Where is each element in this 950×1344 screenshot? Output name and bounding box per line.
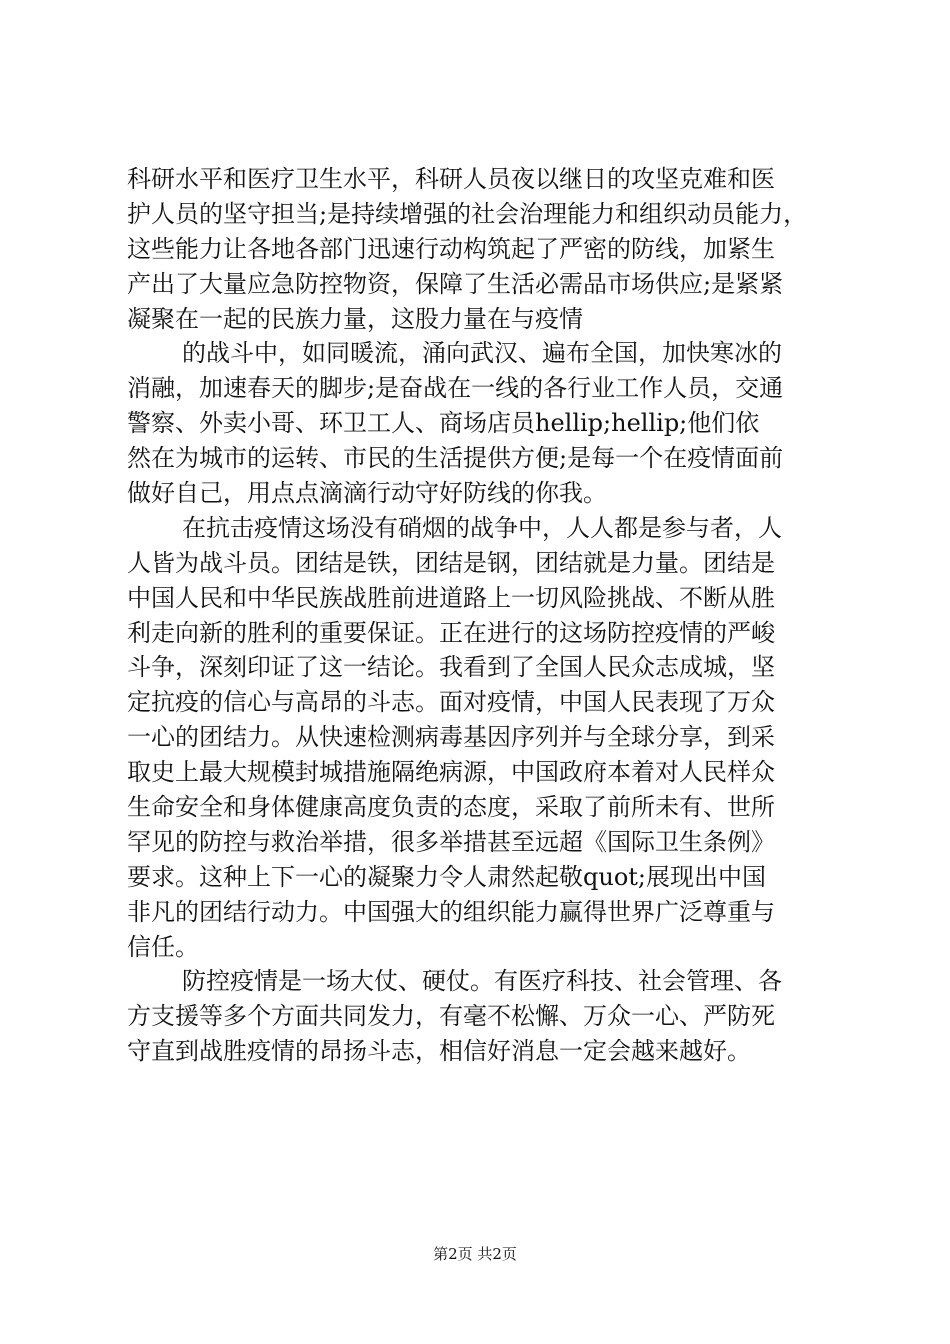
paragraph-start-line: 在抗击疫情这场没有硝烟的战争中，人人都是参与者，人 xyxy=(182,513,782,542)
text-line: 取史上最大规模封城措施隔绝病源，中国政府本着对人民样众 xyxy=(127,758,775,787)
text-line: 守直到战胜疫情的昂扬斗志，相信好消息一定会越来越好。 xyxy=(127,1037,751,1066)
text-line: 中国人民和中华民族战胜前进道路上一切风险挑战、不断从胜 xyxy=(127,583,775,612)
text-line: 信任。 xyxy=(127,932,199,961)
page-number-footer: 第2页 共2页 xyxy=(433,1245,517,1263)
paragraph-start-line: 防控疫情是一场大仗、硬仗。有医疗科技、社会管理、各 xyxy=(182,967,782,996)
text-line: 定抗疫的信心与高昂的斗志。面对疫情，中国人民表现了万众 xyxy=(127,688,775,717)
text-line: 凝聚在一起的民族力量，这股力量在与疫情 xyxy=(127,304,583,333)
text-line: 消融，加速春天的脚步;是奋战在一线的各行业工作人员，交通 xyxy=(127,374,784,403)
text-line: 罕见的防控与救治举措，很多举措甚至远超《国际卫生条例》 xyxy=(127,827,775,856)
text-line: 这些能力让各地各部门迅速行动构筑起了严密的防线，加紧生 xyxy=(127,234,775,263)
text-line: 人皆为战斗员。团结是铁，团结是钢，团结就是力量。团结是 xyxy=(127,548,775,577)
text-line: 然在为城市的运转、市民的生活提供方便;是每一个在疫情面前 xyxy=(127,444,784,473)
text-line: 斗争，深刻印证了这一结论。我看到了全国人民众志成城，坚 xyxy=(127,653,775,682)
text-line: 非凡的团结行动力。中国强大的组织能力赢得世界广泛尊重与 xyxy=(127,897,775,926)
text-line: 科研水平和医疗卫生水平，科研人员夜以继日的攻坚克难和医 xyxy=(127,165,775,193)
text-line: 产出了大量应急防控物资，保障了生活必需品市场供应;是紧紧 xyxy=(127,269,784,298)
text-line: 警察、外卖小哥、环卫工人、商场店员hellip;hellip;他们依 xyxy=(127,409,760,438)
body-text xyxy=(127,162,839,1069)
text-line: 一心的团结力。从快速检测病毒基因序列并与全球分享，到采 xyxy=(127,723,775,752)
text-line: 方支援等多个方面共同发力，有毫不松懈、万众一心、严防死 xyxy=(127,1002,775,1031)
text-line: 生命安全和身体健康高度负责的态度，采取了前所未有、世所 xyxy=(127,793,775,822)
text-line: 利走向新的胜利的重要保证。正在进行的这场防控疫情的严峻 xyxy=(127,618,775,647)
paragraph-start-line: 的战斗中，如同暖流，涌向武汉、遍布全国，加快寒冰的 xyxy=(182,339,782,368)
text-line: 护人员的坚守担当;是持续增强的社会治理能力和组织动员能力， xyxy=(127,199,808,228)
text-line: 做好自己，用点点滴滴行动守好防线的你我。 xyxy=(127,479,607,508)
text-line: 要求。这种上下一心的凝聚力令人肃然起敬quot;展现出中国 xyxy=(127,862,766,891)
